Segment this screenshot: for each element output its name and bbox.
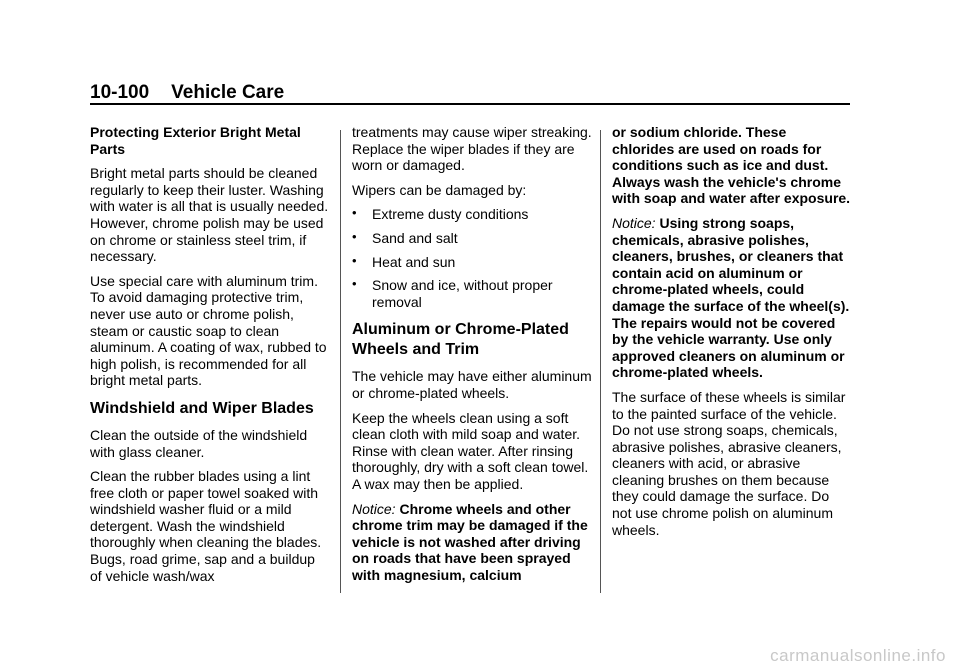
notice <box>612 215 852 381</box>
header-rule <box>90 103 850 105</box>
bullet-icon: • <box>352 276 357 292</box>
column-1 <box>90 124 330 592</box>
paragraph: or sodium chloride. These chlorides are used on roads for conditions such as ice and dust. Always wash the vehicle's chrome with soap and water after exposure. <box>612 124 851 207</box>
list-item: • Snow and ice, without proper removal <box>352 276 553 310</box>
column-divider-2 <box>600 130 601 593</box>
paragraph: Use special care with aluminum trim. To avoid damaging protective trim, never use auto or chrome polish, steam or caustic soap to clean aluminum. A coating of wax, rubbed to high polish, is recommended for all bright metal parts. <box>90 272 327 389</box>
bullet-icon: • <box>352 205 357 221</box>
heading-aluminum-wheels: Aluminum or Chrome-Plated Wheels and Trim <box>352 321 569 359</box>
paragraph: Clean the rubber blades using a lint free cloth or paper towel soaked with windshield washer fluid or a mild detergent. Wash the windshield thoroughly when cleaning the blades. Bugs, road grime, sap and a buildup of vehicle wash/wax <box>90 468 322 584</box>
paragraph: Keep the wheels clean using a soft clean cloth with mild soap and water. Rinse with clean water. After rinsing thoroughly, dry with a soft clean towel. A wax may then be applied. <box>352 409 589 492</box>
paragraph: Bright metal parts should be cleaned regularly to keep their luster. Washing with water is all that is usually needed. However, chrome polish may be used on chrome or stainless steel trim, if necessary. <box>90 165 329 265</box>
bullet-icon: • <box>352 252 357 268</box>
paragraph: The vehicle may have either aluminum or chrome-plated wheels. <box>352 368 592 401</box>
heading-windshield-wiper: Windshield and Wiper Blades <box>90 399 314 417</box>
list-item: • Heat and sun <box>352 252 456 270</box>
section-title: Vehicle Care <box>171 82 285 103</box>
subheading-bright-metal: Protecting Exterior Bright Metal Parts <box>90 124 301 157</box>
watermark: carmanualsonline.info <box>770 646 946 665</box>
column-3 <box>612 124 852 546</box>
bullet-icon: • <box>352 228 357 244</box>
column-divider-1 <box>340 130 341 593</box>
list-item: • Extreme dusty conditions <box>352 205 529 223</box>
notice-label: Notice: <box>352 500 396 517</box>
page-number: 10-100 <box>90 82 150 103</box>
list-item: • Sand and salt <box>352 228 458 246</box>
column-2 <box>352 124 592 591</box>
notice-text: Using strong soaps, chemicals, abrasive polishes, cleaners, brushes, or cleaners that contain acid on aluminum or chrome-plated wheels, could damage the surface of the wheel(s). The repairs would not be covered by the vehicle warranty. Use only approved cleaners on aluminum or chrome-plated wheels. <box>612 214 850 381</box>
notice-text: Chrome wheels and other chrome trim may be damaged if the vehicle is not washed after driving on roads that have been sprayed with magnesium, calcium <box>352 500 588 583</box>
paragraph: The surface of these wheels is similar to the painted surface of the vehicle. Do not use strong soaps, chemicals, abrasive polishes, abrasive cleaners, cleaners with acid, or abrasive cleaning brushes on them because they could damage the surface. Do not use chrome polish on aluminum wheels. <box>612 388 846 538</box>
paragraph: Wipers can be damaged by: <box>352 181 527 198</box>
paragraph: Clean the outside of the windshield with glass cleaner. <box>90 426 308 460</box>
notice <box>352 501 592 584</box>
bullet-list <box>352 206 592 310</box>
paragraph: treatments may cause wiper streaking. Replace the wiper blades if they are worn or damaged. <box>352 124 592 174</box>
notice-label: Notice: <box>612 214 656 231</box>
